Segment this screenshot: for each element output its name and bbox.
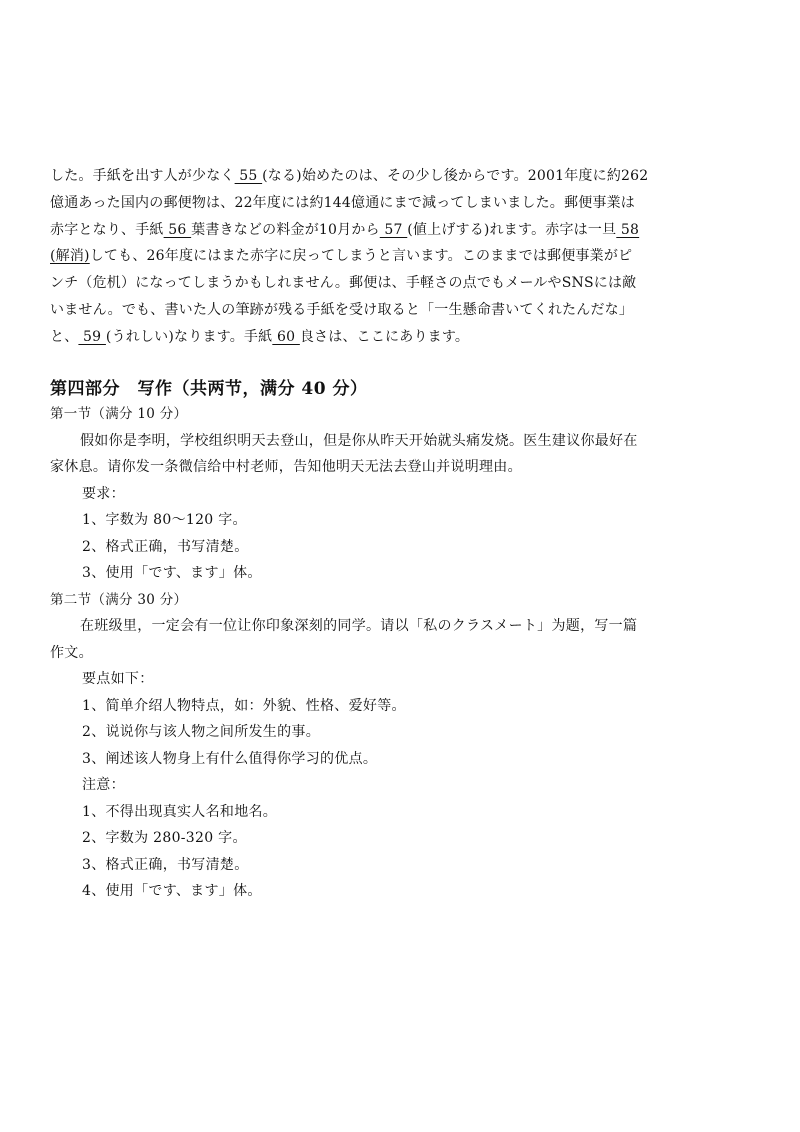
part1-prompt-line-2: 家休息。请你发一条微信给中村老师，告知他明天无法去登山并说明理由。 [50, 459, 522, 475]
part2-note: 4、使用「です、ます」体。 [82, 883, 262, 899]
blank-58-word: (解消) [50, 248, 90, 265]
part1-prompt-line-1: 假如你是李明，学校组织明天去登山，但是你从昨天开始就头痛发烧。医生建议你最好在 [80, 432, 638, 449]
writing-section [50, 401, 754, 905]
part1-heading: 第一节（满分 10 分） [50, 406, 188, 422]
part2-prompt-line-2: 作文。 [50, 644, 93, 661]
passage-line-4 [50, 243, 754, 270]
part1-requirement: 1、字数为 80～120 字。 [82, 512, 247, 528]
passage-text: 良さは、ここにあります。 [299, 328, 470, 345]
part1-requirement: 2、格式正确，书写清楚。 [82, 538, 249, 555]
part2-points-label: 要点如下： [82, 671, 154, 687]
passage-text: (なる)始めたのは、その少し後からです。2001年度に約262 [262, 168, 649, 184]
passage-line-6: いません。でも、書いた人の筆跡が残る手紙を受け取ると「一生懸命書いてくれたんだな」 [50, 301, 634, 318]
blank-56: 56 [163, 221, 192, 238]
passage-text: 葉書きなどの料金が10月から [191, 221, 380, 238]
passage-text: と、 [50, 328, 79, 345]
part2-note: 2、字数为 280-320 字。 [82, 830, 247, 846]
blank-58: 58 [616, 221, 640, 238]
part2-note: 3、格式正确，书写清楚。 [82, 856, 249, 873]
passage-text: した。手紙を出す人が少なく [50, 168, 235, 184]
part2-notes-label: 注意： [82, 777, 125, 793]
passage-line-1 [50, 163, 754, 190]
blank-55: 55 [234, 168, 263, 184]
blank-60: 60 [272, 328, 300, 345]
part2-point: 1、简单介绍人物特点，如：外貌、性格、爱好等。 [82, 697, 406, 714]
blank-59: 59 [78, 328, 106, 345]
passage-text: (値上げする)れます。赤字は一旦 [407, 221, 617, 238]
passage-text: しても、26年度にはまた赤字に戻ってしまうと言います。このままでは郵便事業がピ [89, 248, 633, 265]
passage-line-3 [50, 217, 754, 244]
passage-text: 赤字となり、手紙 [50, 221, 164, 238]
passage-text: (うれしい)なります。手紙 [105, 328, 273, 345]
passage-line-7 [50, 324, 754, 351]
part1-requirements-label: 要求： [82, 485, 125, 502]
part1-requirement: 3、使用「です、ます」体。 [82, 565, 262, 581]
part2-point: 3、阐述该人物身上有什么值得你学习的优点。 [82, 750, 378, 767]
reading-passage [50, 163, 754, 351]
passage-line-2: 億通あった国内の郵便物は、22年度には約144億通にまで減ってしまいました。郵便事業は [50, 194, 635, 211]
blank-57: 57 [379, 221, 408, 238]
part2-point: 2、说说你与该人物之间所发生的事。 [82, 724, 321, 740]
section-title: 第四部分 写作（共两节，满分 40 分） [50, 379, 368, 399]
part2-prompt-line-1: 在班级里，一定会有一位让你印象深刻的同学。请以「私のクラスメート」为题，写一篇 [80, 618, 638, 634]
part2-note: 1、不得出现真实人名和地名。 [82, 803, 278, 820]
passage-line-5: ンチ（危机）になってしまうかもしれません。郵便は、手軽さの点でもメールやSNSには敵 [50, 275, 637, 292]
part2-heading: 第二节（满分 30 分） [50, 591, 188, 608]
